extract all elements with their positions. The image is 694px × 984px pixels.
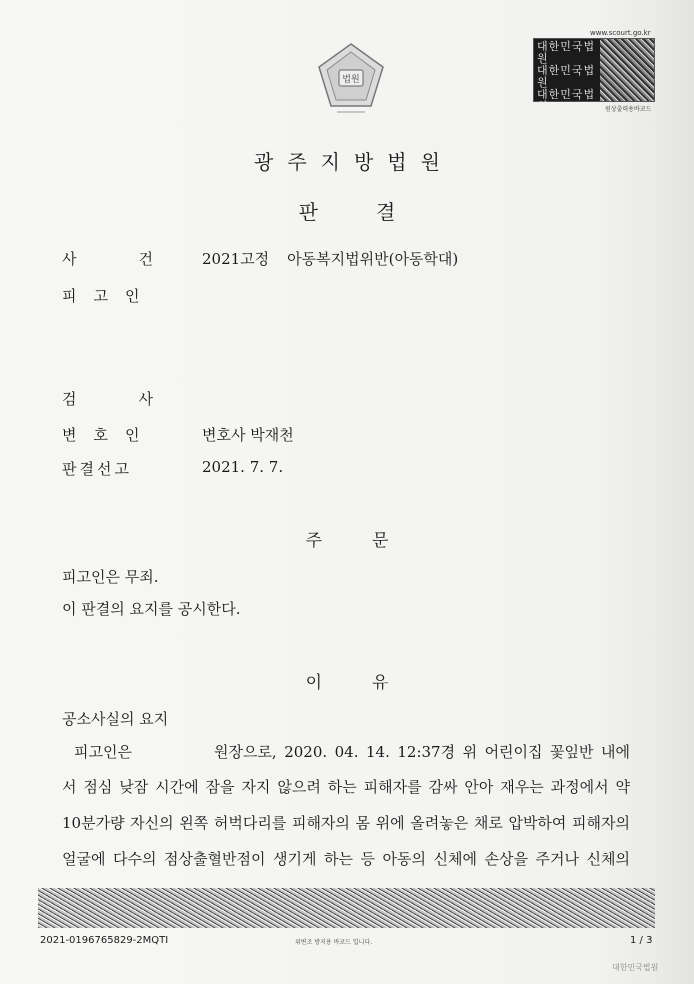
reasons-line-3: 10분가량 자신의 왼쪽 허벅다리를 피해자의 몸 위에 올려놓은 채로 압박하여 피해자의 [62,814,630,832]
defendant-label: 피고인 [62,287,140,305]
page-number: 1 / 3 [630,935,653,946]
counsel-label: 변호인 [62,426,140,444]
document-type: 판결 [298,200,454,224]
case-number-value: 2021고정 아동복지법위반(아동학대) [202,250,459,268]
court-url: www.scourt.go.kr [590,29,651,37]
document-id: 2021-0196765829-2MQTI [40,935,169,946]
prosecutor-label: 검사 [62,390,153,408]
anti-forgery-note: 위변조 방지용 바코드 입니다. [295,939,373,946]
seal-text: 법원 [342,75,360,85]
barcode-court-text: 대한민국법원 대한민국법원 대한민국법원 [534,39,600,101]
court-seal-icon [315,40,387,120]
reasons-line-2: 서 점심 낮잠 시간에 잠을 자지 않으려 하는 피해자를 감싸 안아 재우는 과정에서 약 [62,778,630,796]
reasons-subheading: 공소사실의 요지 [62,710,169,728]
barcode-caption: 원상출력용바코드 [605,106,652,113]
case-label: 사건 [62,250,153,268]
court-name: 광주지방법원 [254,150,454,174]
verdict-date-value: 2021. 7. 7. [202,458,284,476]
ruling-line-2: 이 판결의 요지를 공시한다. [62,600,241,618]
order-heading: 주문 [305,531,439,551]
reasons-line-4: 얼굴에 다수의 점상출혈반점이 생기게 하는 등 아동의 신체에 손상을 주거나 신체의 [62,850,630,868]
court-watermark: 대한민국법원 [612,963,659,972]
counsel-value: 변호사 박재천 [202,426,294,444]
verdict-date-label: 판결선고 [62,460,129,478]
anti-forgery-barcode [38,888,655,928]
reasons-line-1: 피고인은 원장으로, 2020. 04. 14. 12:37경 위 어린이집 꽃잎반 내에 [74,743,630,761]
reasons-heading: 이유 [305,673,439,693]
ruling-line-1: 피고인은 무죄. [62,568,159,586]
